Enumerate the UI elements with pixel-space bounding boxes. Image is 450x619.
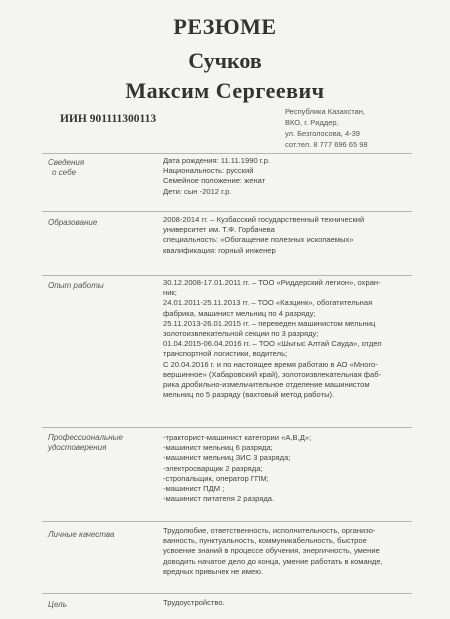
- experience-line: золотоизвлекательной секции по 3 разряду;: [163, 329, 319, 339]
- about-line: Семейное положение: женат: [163, 176, 266, 186]
- goal-line: Трудоустройство.: [163, 598, 225, 607]
- experience-line: вершинное» (Хабаровский край), золотоизвлекательная фаб-: [163, 369, 382, 379]
- experience-line: С 20.04.2016 г. и по настоящее время работаю в АО «Много-: [163, 359, 378, 369]
- qualities-line: усвоение знаний в процессе обучения, энергичность, умение: [163, 546, 380, 556]
- section-divider: [42, 521, 412, 522]
- certificate-line: -тракторист-машинист категории «А,В,Д»;: [163, 433, 312, 442]
- experience-line: ник;: [163, 288, 177, 298]
- certificate-line: -стропальщик, оператор ГПМ;: [163, 473, 269, 483]
- phone-line: сот.тел. 8 777 696 65 98: [285, 140, 368, 149]
- certificate-line: -машинист мельниц 6 разряда;: [163, 443, 273, 453]
- surname: Сучков: [188, 48, 262, 73]
- experience-line: мельниц по 5 разряду (вахтовый метод работы).: [163, 390, 335, 400]
- address-line: ВКО, г. Риддер,: [285, 118, 339, 127]
- section-divider: [42, 593, 412, 594]
- section-content-experience: [163, 278, 418, 400]
- experience-line: рика дробильно-измельчительное отделение машинистом: [163, 380, 370, 390]
- education-line: квалификация: горный инженер: [163, 245, 276, 255]
- certificate-line: -машинист мельниц ЗИС 3 разряда;: [163, 453, 291, 463]
- qualities-line: Трудолюбие, ответственность, исполнительность, организо-: [163, 526, 376, 535]
- section-divider: [42, 427, 412, 428]
- experience-line: транспортной логистики, водитель;: [163, 349, 288, 359]
- education-line: университет им. Т.Ф. Горбачева: [163, 225, 275, 235]
- certificate-line: -машинист ПДМ ;: [163, 484, 225, 494]
- experience-line: фабрика, машинист мельниц по 4 разряду;: [163, 308, 316, 318]
- section-label-about: Сведения о себе: [48, 158, 85, 177]
- section-content-qualities: [163, 526, 418, 577]
- section-divider: [42, 153, 412, 154]
- section-label-qualities: Личные качества: [48, 530, 115, 539]
- about-line: Дети: сын -2012 г.р.: [163, 186, 232, 196]
- inn-number: ИИН 901111300113: [60, 113, 157, 125]
- address-line: ул. Безголосова, 4-39: [285, 129, 360, 138]
- qualities-line: доводить начатое дело до конца, умение работать в команде,: [163, 556, 383, 566]
- experience-line: 01.04.2015-06.04.2016 гг. – ТОО «Шыгыс Алтай Сауда», отдел: [163, 339, 382, 349]
- experience-line: 25.11.2013-26.01.2015 гг. – переведен машинистом мельниц: [163, 318, 376, 328]
- qualities-line: ванность, пунктуальность, коммуникабельность, быстрое: [163, 536, 367, 546]
- about-line: Дата рождения: 11.11.1990 г.р.: [163, 156, 271, 165]
- given-names: Максим Сергеевич: [125, 78, 325, 103]
- section-divider: [42, 275, 412, 276]
- section-label-goal: Цель: [48, 600, 67, 609]
- experience-line: 30.12.2008-17.01.2011 гг. – ТОО «Риддерский легион», охран-: [163, 278, 381, 287]
- experience-line: 24.01.2011-25.11.2013 гг. – ТОО «Казцинк», обогатительная: [163, 298, 373, 308]
- address-line: Республика Казахстан,: [285, 107, 365, 116]
- section-divider: [42, 211, 412, 212]
- contact-address: [285, 106, 368, 150]
- qualities-line: вредных привычек не имею.: [163, 566, 264, 576]
- section-label-education: Образование: [48, 218, 98, 227]
- section-label-certificates: Профессиональные удостоверения: [48, 433, 123, 452]
- education-line: 2008-2014 гг. – Кузбасский государственный технический: [163, 215, 365, 224]
- section-content-about: [163, 156, 418, 197]
- certificate-line: -машинист питателя 2 разряда.: [163, 494, 275, 504]
- education-line: специальность: «Обогащение полезных ископаемых»: [163, 235, 354, 245]
- section-content-goal: [163, 598, 418, 608]
- section-content-certificates: [163, 433, 418, 504]
- about-line: Национальность: русский: [163, 166, 254, 176]
- document-title: РЕЗЮМЕ: [173, 14, 277, 39]
- section-label-experience: Опыт работы: [48, 281, 104, 290]
- certificate-line: -электросварщик 2 разряда;: [163, 463, 263, 473]
- section-content-education: [163, 215, 418, 256]
